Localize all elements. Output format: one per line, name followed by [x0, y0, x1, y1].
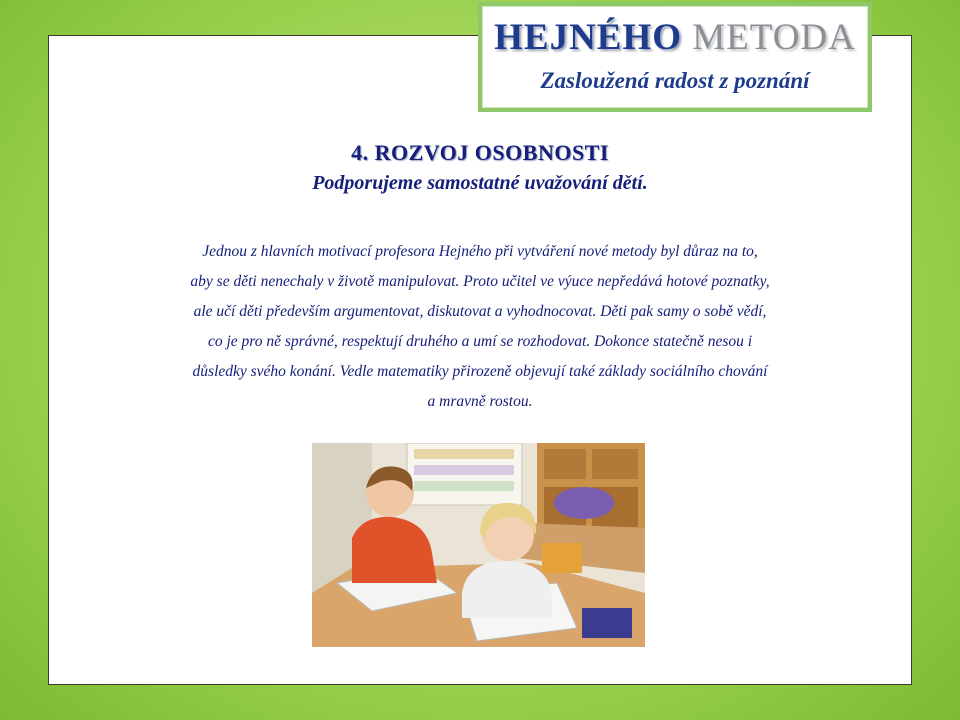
classroom-photo-illustration — [312, 443, 645, 647]
classroom-photo — [312, 443, 645, 647]
slide-body-text: Jednou z hlavních motivací profesora Hejného při vytváření nové metody byl důraz na to, aby se děti nenechaly v životě manipulovat. Proto učitel ve výuce nepředává hotové poznatky, ale učí děti především argumentovat, diskutovat a vyhodnocovat. Děti pak samy o sobě vědí, co je pro ně správné, respektují druhého a umí se rozhodovat. Dokonce statečně nesou i důsledky svého konání. Vedle matematiky přirozeně objevují také základy sociálního chování a mravně rostou. — [190, 243, 770, 410]
slide-subheading: Podporujeme samostatné uvažování dětí. — [312, 172, 648, 194]
logo-subtitle: Zasloužená radost z poznání — [540, 68, 810, 93]
logo-title-part1: HEJNÉHO — [494, 17, 683, 58]
logo-box — [478, 2, 872, 112]
logo-title — [482, 16, 868, 60]
slide-heading: 4. ROZVOJ OSOBNOSTI — [351, 140, 609, 165]
logo-title-part2: METODA — [692, 17, 856, 58]
